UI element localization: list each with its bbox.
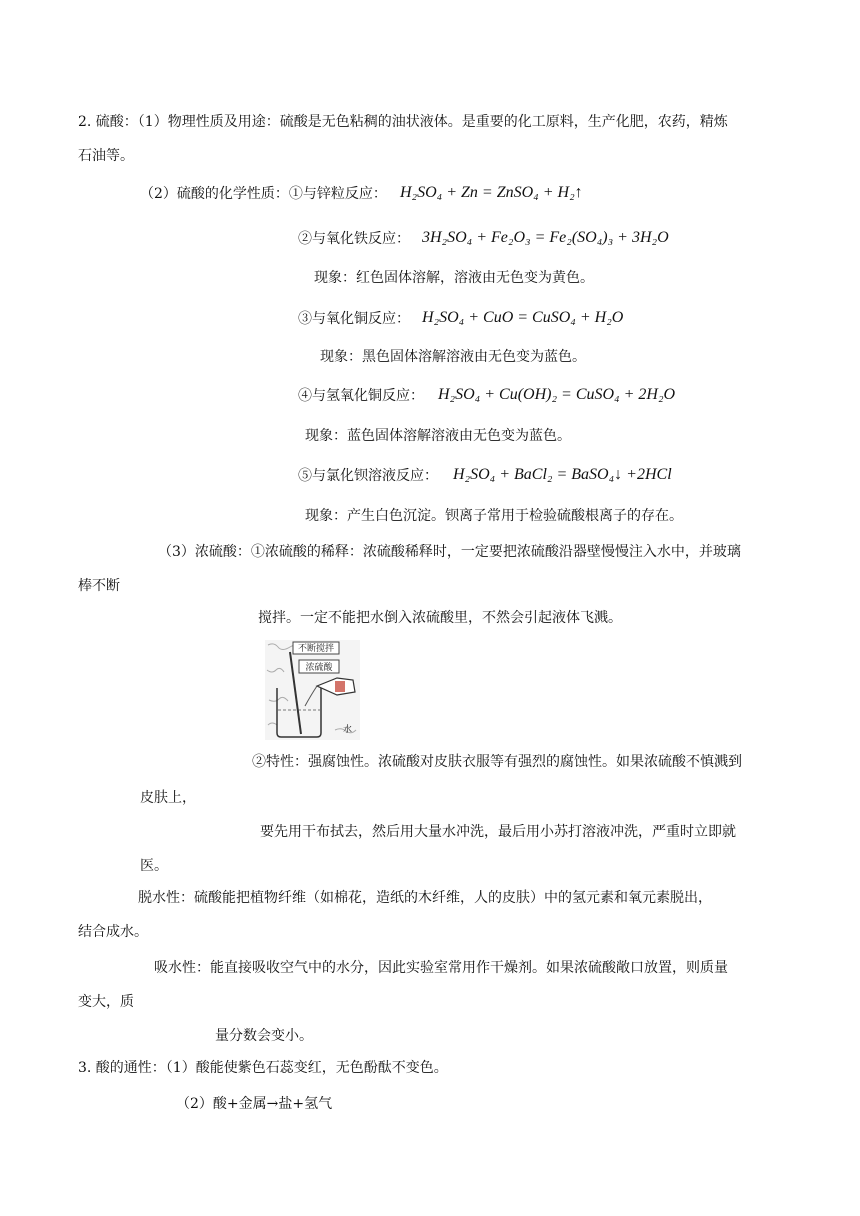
reaction-iron-oxide-label: ②与氧化铁反应：	[298, 231, 410, 247]
figure-label-acid: 浓硫酸	[305, 663, 333, 673]
phenomenon-barium-chloride: 现象：产生白色沉淀。钡离子常用于检验硫酸根离子的存在。	[305, 508, 683, 524]
dehydration-line2: 结合成水。	[78, 924, 148, 940]
corrosive-line4: 医。	[140, 858, 168, 874]
equation-barium-chloride: H₂SO₄ + BaCl₂ = BaSO₄↓ +2HCl	[453, 466, 672, 483]
concentrated-acid-line3: 搅拌。一定不能把水倒入浓硫酸里，不然会引起液体飞溅。	[258, 610, 622, 626]
acid-properties-line2: （2）酸+金属→盐+氢气	[176, 1096, 333, 1112]
reaction-barium-chloride-label: ⑤与氯化钡溶液反应：	[298, 468, 438, 484]
equation-copper-oxide: H₂SO₄ + CuO = CuSO₄ + H₂O	[422, 309, 624, 326]
phenomenon-iron-oxide: 现象：红色固体溶解，溶液由无色变为黄色。	[314, 270, 594, 286]
chemical-properties-intro: （2）硫酸的化学性质：①与锌粒反应：	[140, 186, 387, 202]
hygroscopic-line3: 量分数会变小。	[215, 1028, 313, 1044]
figure-label-stir: 不断搅拌	[297, 644, 335, 654]
equation-iron-oxide: 3H₂SO₄ + Fe₂O₃ = Fe₂(SO₄)₃ + 3H₂O	[422, 229, 669, 246]
reaction-copper-oxide-label: ③与氧化铜反应：	[298, 311, 410, 327]
reaction-copper-hydroxide-label: ④与氢氧化铜反应：	[298, 388, 424, 404]
corrosive-line2: 皮肤上，	[140, 790, 196, 806]
phenomenon-copper-hydroxide: 现象：蓝色固体溶解溶液由无色变为蓝色。	[305, 428, 571, 444]
hygroscopic-line1: 吸水性：能直接吸收空气中的水分，因此实验室常用作干燥剂。如果浓硫酸敞口放置，则质量	[154, 960, 728, 976]
equation-zinc: H₂SO₄ + Zn = ZnSO₄ + H₂↑	[400, 184, 583, 201]
corrosive-line1: ②特性：强腐蚀性。浓硫酸对皮肤衣服等有强烈的腐蚀性。如果浓硫酸不慎溅到	[252, 754, 742, 770]
figure-label-water: 水	[343, 725, 353, 735]
dehydration-line1: 脱水性：硫酸能把植物纤维（如棉花，造纸的木纤维，人的皮肤）中的氢元素和氧元素脱出，	[138, 890, 712, 906]
equation-copper-hydroxide: H₂SO₄ + Cu(OH)₂ = CuSO₄ + 2H₂O	[438, 386, 676, 403]
phenomenon-copper-oxide: 现象：黑色固体溶解溶液由无色变为蓝色。	[320, 349, 586, 365]
acid-properties-line1: 3. 酸的通性：（1）酸能使紫色石蕊变红，无色酚酞不变色。	[78, 1060, 448, 1076]
hygroscopic-line2: 变大，质	[78, 994, 134, 1010]
sulfuric-acid-physical-line1: 2. 硫酸：（1）物理性质及用途：硫酸是无色粘稠的油状液体。是重要的化工原料，生产化肥，农药，精炼	[78, 114, 728, 130]
sulfuric-acid-physical-line2: 石油等。	[78, 148, 134, 164]
concentrated-acid-line2: 棒不断	[78, 578, 120, 594]
dilution-figure	[265, 640, 360, 740]
concentrated-acid-line1: （3）浓硫酸：①浓硫酸的稀释：浓硫酸稀释时，一定要把浓硫酸沿器壁慢慢注入水中，并玻璃	[158, 544, 741, 560]
corrosive-line3: 要先用干布拭去，然后用大量水冲洗，最后用小苏打溶液冲洗，严重时立即就	[260, 824, 736, 840]
